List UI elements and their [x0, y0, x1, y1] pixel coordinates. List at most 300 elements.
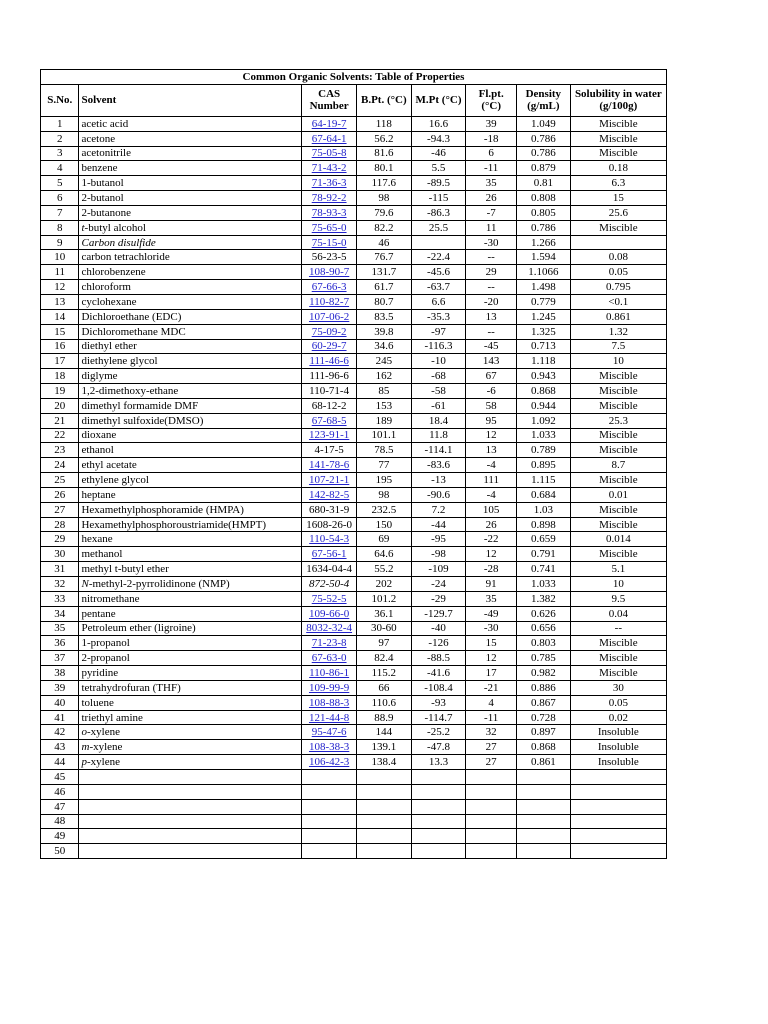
solvent-name-text: -butyl alcohol	[84, 221, 146, 234]
cas-number[interactable]	[302, 339, 357, 354]
row-number: 27	[41, 502, 79, 517]
melting-point: -115	[411, 191, 466, 206]
cas-number[interactable]	[302, 740, 357, 755]
water-solubility: Miscible	[570, 636, 666, 651]
cas-number[interactable]	[302, 695, 357, 710]
flash-point: 143	[466, 354, 517, 369]
water-solubility: Miscible	[570, 517, 666, 532]
cas-link[interactable]: 108-38-3	[308, 741, 350, 754]
cas-link[interactable]: 75-52-5	[311, 592, 347, 605]
cas-number[interactable]	[302, 680, 357, 695]
cas-number[interactable]	[302, 636, 357, 651]
cas-link[interactable]: 111-46-6	[309, 355, 349, 368]
row-number: 17	[41, 354, 79, 369]
water-solubility: 0.01	[570, 487, 666, 502]
density	[517, 829, 571, 844]
solvent-name-text: carbon tetrachloride	[81, 251, 170, 264]
cas-number	[302, 784, 357, 799]
cas-link[interactable]: 110-86-1	[309, 666, 350, 679]
row-number: 47	[41, 799, 79, 814]
density: 0.789	[517, 443, 571, 458]
cas-number[interactable]	[302, 235, 357, 250]
boiling-point: 85	[356, 384, 411, 399]
table-row	[41, 695, 667, 710]
solvent-name-text: -xylene	[86, 726, 120, 739]
table-row	[41, 799, 667, 814]
cas-number[interactable]	[302, 146, 357, 161]
cas-link[interactable]: 75-15-0	[311, 236, 347, 249]
flash-point: -30	[466, 235, 517, 250]
row-number: 50	[41, 844, 79, 859]
density: 0.868	[517, 384, 571, 399]
melting-point: 5.5	[411, 161, 466, 176]
cas-link[interactable]: 67-66-3	[311, 281, 347, 294]
boiling-point: 56.2	[356, 131, 411, 146]
melting-point: -25.2	[411, 725, 466, 740]
table-row	[41, 413, 667, 428]
solvent-name-text: heptane	[81, 488, 116, 501]
melting-point: 16.6	[411, 116, 466, 131]
cas-number[interactable]	[302, 532, 357, 547]
boiling-point: 36.1	[356, 606, 411, 621]
cas-number[interactable]	[302, 265, 357, 280]
row-number: 49	[41, 829, 79, 844]
table-row	[41, 636, 667, 651]
water-solubility: 25.3	[570, 413, 666, 428]
cas-number[interactable]	[302, 191, 357, 206]
solvent-name	[79, 784, 302, 799]
melting-point: -58	[411, 384, 466, 399]
row-number: 11	[41, 265, 79, 280]
solvent-name-text: tetrahydrofuran (THF)	[81, 681, 181, 694]
cas-link[interactable]: 8032-32-4	[306, 622, 353, 635]
cas-text: 680-31-9	[308, 503, 350, 516]
cas-number	[302, 384, 357, 399]
cas-number[interactable]	[302, 131, 357, 146]
boiling-point: 69	[356, 532, 411, 547]
flash-point: -22	[466, 532, 517, 547]
density: 0.897	[517, 725, 571, 740]
boiling-point: 118	[356, 116, 411, 131]
solvent-name	[79, 487, 302, 502]
melting-point: -88.5	[411, 651, 466, 666]
cas-number[interactable]	[302, 591, 357, 606]
table-row	[41, 324, 667, 339]
solvent-name-text: 1-butanol	[81, 177, 124, 190]
melting-point: -108.4	[411, 680, 466, 695]
table-row	[41, 591, 667, 606]
density	[517, 814, 571, 829]
row-number: 10	[41, 250, 79, 265]
table-row	[41, 369, 667, 384]
flash-point: 17	[466, 666, 517, 681]
solvent-name	[79, 710, 302, 725]
row-number: 45	[41, 769, 79, 784]
flash-point: 12	[466, 651, 517, 666]
cas-number[interactable]	[302, 666, 357, 681]
cas-number[interactable]	[302, 458, 357, 473]
solvent-name-text: triethyl amine	[81, 711, 143, 724]
boiling-point: 82.2	[356, 220, 411, 235]
solvent-name	[79, 220, 302, 235]
boiling-point: 245	[356, 354, 411, 369]
density: 0.982	[517, 666, 571, 681]
solvent-name	[79, 562, 302, 577]
cas-number[interactable]	[302, 205, 357, 220]
cas-link[interactable]: 78-92-2	[311, 191, 347, 204]
boiling-point: 61.7	[356, 280, 411, 295]
melting-point: -83.6	[411, 458, 466, 473]
cas-number[interactable]	[302, 220, 357, 235]
cas-number	[302, 577, 357, 592]
melting-point: -63.7	[411, 280, 466, 295]
cas-number[interactable]	[302, 280, 357, 295]
table-row	[41, 473, 667, 488]
melting-point: -90.6	[411, 487, 466, 502]
solvent-name-prefix: N	[81, 577, 89, 590]
row-number: 8	[41, 220, 79, 235]
water-solubility: 30	[570, 680, 666, 695]
solvent-name-text: cyclohexane	[81, 295, 137, 308]
table-row	[41, 577, 667, 592]
boiling-point: 138.4	[356, 755, 411, 770]
solvent-name-text: pentane	[81, 607, 116, 620]
water-solubility: 5.1	[570, 562, 666, 577]
boiling-point: 115.2	[356, 666, 411, 681]
flash-point: 105	[466, 502, 517, 517]
cas-link[interactable]: 71-43-2	[311, 162, 347, 175]
boiling-point: 202	[356, 577, 411, 592]
solvent-name-text: Carbon disulfide	[81, 236, 156, 249]
table-row	[41, 740, 667, 755]
cas-text: 110-71-4	[309, 384, 350, 397]
solvent-name	[79, 814, 302, 829]
table-row	[41, 428, 667, 443]
table-row	[41, 161, 667, 176]
melting-point: -61	[411, 398, 466, 413]
solvent-name-text: Petroleum ether (ligroine)	[81, 622, 196, 635]
solvent-name-text: ethanol	[81, 444, 114, 457]
boiling-point: 55.2	[356, 562, 411, 577]
flash-point: 67	[466, 369, 517, 384]
flash-point: -49	[466, 606, 517, 621]
cas-link[interactable]: 71-36-3	[311, 177, 347, 190]
header-row	[41, 84, 667, 116]
solvent-name-text: ethylene glycol	[81, 474, 149, 487]
boiling-point	[356, 814, 411, 829]
header-mp: M.Pt (°C)	[411, 84, 466, 116]
cas-number	[302, 517, 357, 532]
boiling-point	[356, 784, 411, 799]
cas-link[interactable]: 141-78-6	[308, 459, 350, 472]
cas-link[interactable]: 71-23-8	[311, 637, 347, 650]
cas-number[interactable]	[302, 547, 357, 562]
table-row	[41, 384, 667, 399]
solvent-name-prefix: p	[81, 756, 87, 769]
row-number: 3	[41, 146, 79, 161]
cas-link[interactable]: 107-06-2	[308, 310, 350, 323]
cas-link[interactable]: 95-47-6	[311, 726, 347, 739]
water-solubility: Miscible	[570, 666, 666, 681]
solvent-name	[79, 413, 302, 428]
header-cas: CAS Number	[302, 84, 357, 116]
melting-point	[411, 829, 466, 844]
cas-link[interactable]: 75-65-0	[311, 221, 347, 234]
cas-number[interactable]	[302, 606, 357, 621]
table-row	[41, 250, 667, 265]
flash-point: -30	[466, 621, 517, 636]
boiling-point: 139.1	[356, 740, 411, 755]
cas-link[interactable]: 75-09-2	[311, 325, 347, 338]
boiling-point: 76.7	[356, 250, 411, 265]
solvent-name	[79, 354, 302, 369]
cas-number[interactable]	[302, 755, 357, 770]
cas-link[interactable]: 67-63-0	[311, 652, 347, 665]
row-number: 25	[41, 473, 79, 488]
cas-number	[302, 443, 357, 458]
boiling-point: 153	[356, 398, 411, 413]
water-solubility: Miscible	[570, 428, 666, 443]
table-body	[41, 116, 667, 858]
boiling-point: 101.1	[356, 428, 411, 443]
water-solubility: 0.05	[570, 265, 666, 280]
cas-link[interactable]: 67-56-1	[311, 548, 347, 561]
water-solubility: 0.05	[570, 695, 666, 710]
cas-link[interactable]: 75-05-8	[311, 147, 347, 160]
solvent-name	[79, 769, 302, 784]
cas-number[interactable]	[302, 309, 357, 324]
solvent-name	[79, 666, 302, 681]
density: 1.033	[517, 428, 571, 443]
density: 0.808	[517, 191, 571, 206]
melting-point: 6.6	[411, 294, 466, 309]
solvent-name-text: chlorobenzene	[81, 266, 146, 279]
table-row	[41, 680, 667, 695]
row-number: 31	[41, 562, 79, 577]
cas-link[interactable]: 106-42-3	[308, 756, 350, 769]
solvent-name-text: nitromethane	[81, 592, 140, 605]
flash-point	[466, 844, 517, 859]
water-solubility	[570, 235, 666, 250]
flash-point: -4	[466, 487, 517, 502]
solvent-name	[79, 547, 302, 562]
solvent-name	[79, 517, 302, 532]
density: 0.626	[517, 606, 571, 621]
water-solubility: 8.7	[570, 458, 666, 473]
cas-link[interactable]: 67-68-5	[311, 414, 347, 427]
cas-text: 1634-04-4	[306, 563, 353, 576]
boiling-point: 30-60	[356, 621, 411, 636]
flash-point: 39	[466, 116, 517, 131]
density: 0.779	[517, 294, 571, 309]
flash-point: -6	[466, 384, 517, 399]
row-number: 4	[41, 161, 79, 176]
solvent-name	[79, 265, 302, 280]
water-solubility: <0.1	[570, 294, 666, 309]
water-solubility: Miscible	[570, 146, 666, 161]
melting-point	[411, 784, 466, 799]
boiling-point: 78.5	[356, 443, 411, 458]
melting-point: -129.7	[411, 606, 466, 621]
flash-point	[466, 769, 517, 784]
cas-link[interactable]: 123-91-1	[308, 429, 350, 442]
cas-number[interactable]	[302, 116, 357, 131]
cas-link[interactable]: 64-19-7	[311, 117, 347, 130]
cas-link[interactable]: 109-66-0	[308, 607, 350, 620]
solvent-name	[79, 636, 302, 651]
water-solubility: Miscible	[570, 398, 666, 413]
cas-number[interactable]	[302, 324, 357, 339]
cas-number[interactable]	[302, 710, 357, 725]
cas-number[interactable]	[302, 176, 357, 191]
density: 1.382	[517, 591, 571, 606]
cas-link[interactable]: 108-88-3	[308, 696, 350, 709]
water-solubility: Insoluble	[570, 740, 666, 755]
flash-point: --	[466, 250, 517, 265]
solvent-name-text: chloroform	[81, 281, 131, 294]
water-solubility: 0.18	[570, 161, 666, 176]
boiling-point	[356, 799, 411, 814]
melting-point: -116.3	[411, 339, 466, 354]
melting-point: -46	[411, 146, 466, 161]
density: 0.886	[517, 680, 571, 695]
solvent-name-text: dimethyl sulfoxide(DMSO)	[81, 414, 204, 427]
water-solubility	[570, 829, 666, 844]
row-number: 39	[41, 680, 79, 695]
melting-point: -89.5	[411, 176, 466, 191]
row-number: 35	[41, 621, 79, 636]
solvent-name	[79, 161, 302, 176]
boiling-point: 144	[356, 725, 411, 740]
boiling-point: 64.6	[356, 547, 411, 562]
solvent-name	[79, 428, 302, 443]
row-number: 12	[41, 280, 79, 295]
flash-point: -18	[466, 131, 517, 146]
melting-point: 25.5	[411, 220, 466, 235]
row-number: 23	[41, 443, 79, 458]
table-row	[41, 651, 667, 666]
header-density: Density (g/mL)	[517, 84, 571, 116]
row-number: 26	[41, 487, 79, 502]
table-row	[41, 280, 667, 295]
header-sno: S.No.	[41, 84, 79, 116]
row-number: 32	[41, 577, 79, 592]
boiling-point: 162	[356, 369, 411, 384]
cas-number[interactable]	[302, 473, 357, 488]
table-row	[41, 829, 667, 844]
cas-link[interactable]: 78-93-3	[311, 206, 347, 219]
cas-number[interactable]	[302, 487, 357, 502]
cas-number[interactable]	[302, 621, 357, 636]
cas-link[interactable]: 121-44-8	[308, 711, 350, 724]
density: 0.943	[517, 369, 571, 384]
water-solubility: Miscible	[570, 651, 666, 666]
density: 0.944	[517, 398, 571, 413]
boiling-point: 79.6	[356, 205, 411, 220]
header-solubility: Solubility in water (g/100g)	[570, 84, 666, 116]
solvent-name	[79, 502, 302, 517]
cas-number[interactable]	[302, 161, 357, 176]
solvent-name	[79, 191, 302, 206]
density	[517, 844, 571, 859]
solvent-name-text: 1,2-dimethoxy-ethane	[81, 384, 179, 397]
boiling-point: 80.1	[356, 161, 411, 176]
header-bp: B.Pt. (°C)	[356, 84, 411, 116]
solvent-name-text: dimethyl formamide DMF	[81, 399, 199, 412]
row-number: 6	[41, 191, 79, 206]
cas-link[interactable]: 107-21-1	[308, 474, 350, 487]
flash-point: -20	[466, 294, 517, 309]
table-row	[41, 844, 667, 859]
cas-link[interactable]: 67-64-1	[311, 132, 347, 145]
table-row	[41, 547, 667, 562]
cas-number[interactable]	[302, 294, 357, 309]
table-row	[41, 220, 667, 235]
flash-point: -11	[466, 710, 517, 725]
row-number: 29	[41, 532, 79, 547]
solvent-name	[79, 324, 302, 339]
boiling-point: 88.9	[356, 710, 411, 725]
boiling-point: 98	[356, 487, 411, 502]
solvent-name	[79, 294, 302, 309]
table-row	[41, 176, 667, 191]
cas-link[interactable]: 109-99-9	[308, 681, 350, 694]
boiling-point: 77	[356, 458, 411, 473]
melting-point: -40	[411, 621, 466, 636]
melting-point: -41.6	[411, 666, 466, 681]
flash-point: --	[466, 324, 517, 339]
solvent-name-text: -xylene	[86, 756, 120, 769]
boiling-point: 189	[356, 413, 411, 428]
row-number: 5	[41, 176, 79, 191]
cas-link[interactable]: 60-29-7	[311, 340, 347, 353]
row-number: 48	[41, 814, 79, 829]
water-solubility	[570, 784, 666, 799]
table-row	[41, 235, 667, 250]
density: 0.81	[517, 176, 571, 191]
cas-link[interactable]: 108-90-7	[308, 266, 350, 279]
melting-point: -94.3	[411, 131, 466, 146]
melting-point: -114.1	[411, 443, 466, 458]
solvent-name-text: -methyl-2-pyrrolidinone (NMP)	[88, 577, 230, 590]
solvent-name-text: Hexamethylphosphoroustriamide(HMPT)	[81, 518, 267, 531]
flash-point: 91	[466, 577, 517, 592]
flash-point: --	[466, 280, 517, 295]
table-row	[41, 814, 667, 829]
cas-number[interactable]	[302, 354, 357, 369]
cas-number[interactable]	[302, 428, 357, 443]
solvent-name	[79, 384, 302, 399]
row-number: 42	[41, 725, 79, 740]
cas-number[interactable]	[302, 725, 357, 740]
water-solubility: 9.5	[570, 591, 666, 606]
flash-point: 111	[466, 473, 517, 488]
water-solubility: 0.08	[570, 250, 666, 265]
solvent-name	[79, 532, 302, 547]
cas-link[interactable]: 110-54-3	[309, 533, 350, 546]
solvent-name	[79, 250, 302, 265]
cas-number[interactable]	[302, 413, 357, 428]
cas-number[interactable]	[302, 651, 357, 666]
flash-point	[466, 829, 517, 844]
cas-link[interactable]: 110-82-7	[309, 295, 350, 308]
cas-link[interactable]: 142-82-5	[308, 488, 350, 501]
density: 1.498	[517, 280, 571, 295]
melting-point	[411, 844, 466, 859]
solvent-name-text: hexane	[81, 533, 113, 546]
density: 0.791	[517, 547, 571, 562]
density: 0.879	[517, 161, 571, 176]
